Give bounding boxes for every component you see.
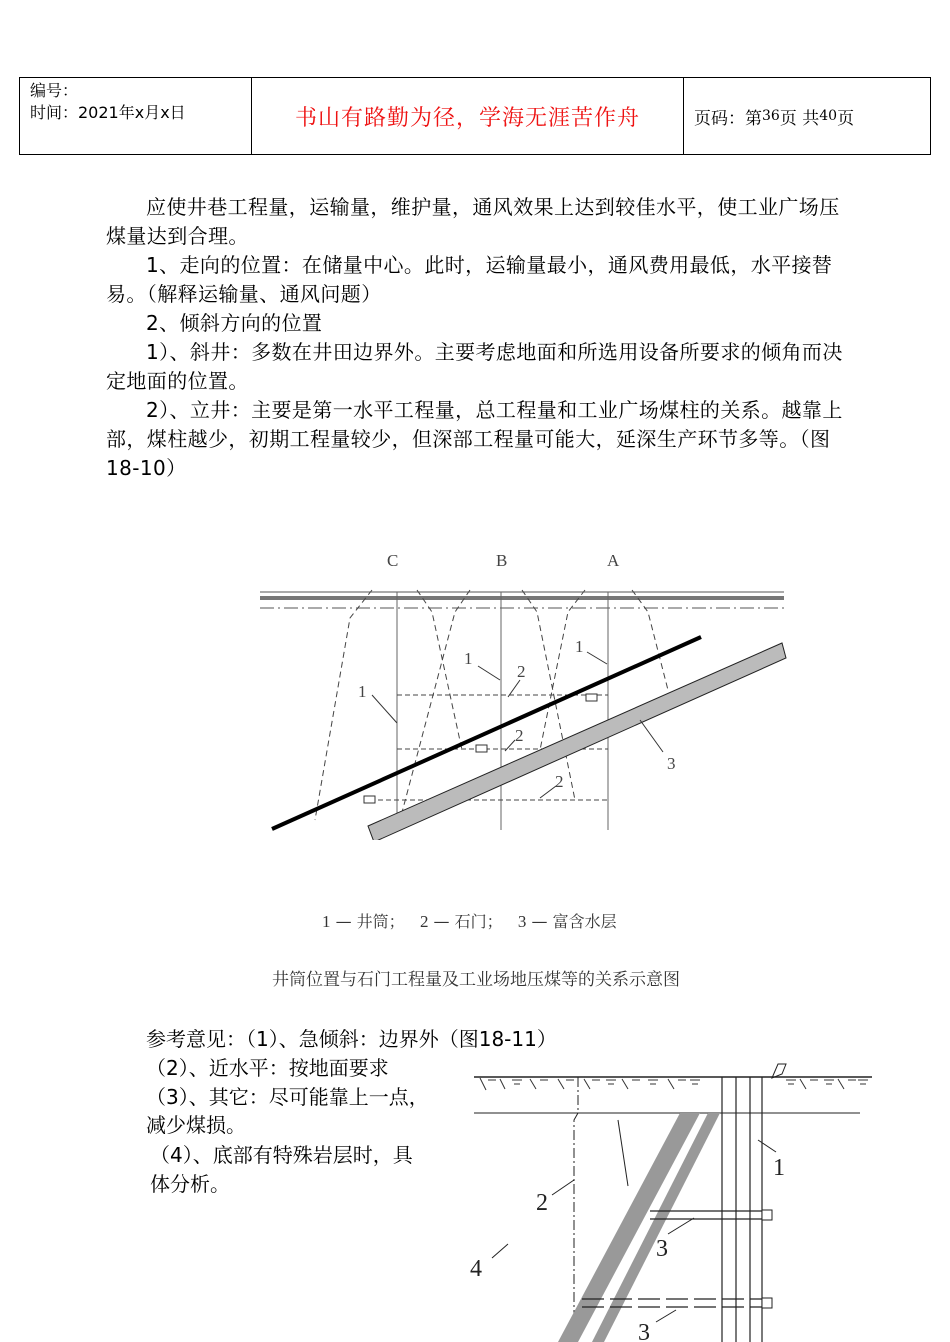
legend-shaft: — 井筒； bbox=[335, 912, 405, 931]
page-prefix: 页码：第 bbox=[694, 108, 762, 129]
reference-line-4: 减少煤损。 bbox=[146, 1113, 246, 1137]
steep-seam-diagram bbox=[460, 1052, 880, 1342]
leader-1 bbox=[758, 1140, 776, 1152]
paragraph-2 bbox=[106, 251, 846, 309]
shaft-position-diagram bbox=[250, 540, 795, 840]
aquifer-layer bbox=[368, 643, 786, 840]
label-shaft-a: 1 bbox=[575, 637, 584, 656]
paragraph-5-text: 2）、立井：主要是第一水平工程量，总工程量和工业广场煤柱的关系。越靠上部，煤柱越少，初期工程量较少，但深部工程量可能大，延深生产环节多等。（图18-10） bbox=[106, 398, 843, 480]
label-surrounding-rock: 4 bbox=[470, 1256, 482, 1282]
label-crosscut-1: 2 bbox=[517, 662, 526, 681]
pillar-line-c-left bbox=[315, 590, 372, 820]
header-motto: 书山有路勤为径，学海无涯苦作舟 bbox=[252, 78, 684, 154]
pillar-line-a-left bbox=[540, 590, 585, 750]
legend-crosscut: — 石门； bbox=[433, 912, 503, 931]
crosscut-marker-2 bbox=[476, 745, 487, 752]
label-crosscut-3: 2 bbox=[555, 772, 564, 791]
legend-num-3: 3 bbox=[517, 912, 527, 931]
leader-crosscut-3 bbox=[540, 786, 556, 798]
leader-4 bbox=[492, 1244, 508, 1258]
leader-crosscut-1 bbox=[508, 680, 520, 697]
label-crosscut-2: 3 bbox=[638, 1320, 650, 1342]
reference-line-1: 参考意见：（1）、急倾斜：边界外（图18-11） bbox=[146, 1027, 557, 1051]
reference-line-5: （4）、底部有特殊岩层时，具 bbox=[150, 1143, 413, 1167]
leader-3a bbox=[668, 1218, 694, 1234]
paragraph-4-text: 1）、斜井：多数在井田边界外。主要考虑地面和所选用设备所要求的倾角而决定地面的位置。 bbox=[106, 340, 843, 393]
label-aquifer: 3 bbox=[667, 754, 676, 773]
paragraph-4 bbox=[106, 338, 846, 396]
label-shaft-c: 1 bbox=[358, 682, 367, 701]
coal-seam-2 bbox=[592, 1113, 720, 1342]
page-suffix: 页 bbox=[837, 108, 855, 129]
crosscut-end-1 bbox=[762, 1210, 772, 1220]
figure-caption: 井筒位置与石门工程量及工业场地压煤等的关系示意图 bbox=[272, 970, 680, 990]
field-boundary bbox=[574, 1077, 578, 1342]
label-c: C bbox=[387, 551, 399, 570]
legend-aquifer: — 富含水层 bbox=[531, 912, 617, 931]
crosscut-end-2 bbox=[762, 1298, 772, 1308]
header-number: 编号： bbox=[30, 81, 79, 100]
label-a: A bbox=[607, 551, 620, 570]
leader-shaft-c bbox=[372, 695, 397, 723]
paragraph-1 bbox=[106, 193, 846, 251]
ground-hatching bbox=[480, 1078, 868, 1090]
label-boundary: 2 bbox=[536, 1190, 548, 1216]
leader-2 bbox=[552, 1180, 574, 1195]
header-meta bbox=[20, 78, 252, 154]
leader-seam bbox=[618, 1120, 628, 1186]
page-mid: 页 共 bbox=[779, 108, 820, 129]
paragraph-5 bbox=[106, 396, 846, 483]
label-crosscut-2: 2 bbox=[515, 726, 524, 745]
reference-line-2: （2）、近水平：按地面要求 bbox=[146, 1056, 389, 1080]
figure-legend bbox=[322, 909, 617, 932]
header-page-number bbox=[684, 78, 930, 154]
pillar-line-a-right bbox=[632, 590, 668, 690]
paragraph-3-text: 2、倾斜方向的位置 bbox=[146, 311, 323, 335]
reference-line-3: （3）、其它：尽可能靠上一点， bbox=[146, 1085, 429, 1109]
page-total: 40 bbox=[819, 108, 838, 124]
reference-line-6: 体分析。 bbox=[150, 1172, 230, 1196]
leader-3b bbox=[656, 1310, 676, 1322]
label-crosscut-1: 3 bbox=[656, 1236, 668, 1262]
paragraph-1-text: 应使井巷工程量，运输量，维护量，通风效果上达到较佳水平，使工业广场压煤量达到合理。 bbox=[106, 195, 840, 248]
crosscut-marker-3 bbox=[364, 796, 375, 803]
leader-shaft-b bbox=[478, 666, 500, 680]
page-header bbox=[19, 77, 931, 155]
label-b: B bbox=[496, 551, 508, 570]
headframe-icon bbox=[772, 1064, 786, 1078]
legend-num-1: 1 bbox=[322, 912, 331, 931]
paragraph-3 bbox=[106, 309, 846, 338]
leader-aquifer bbox=[640, 720, 663, 752]
label-shaft-b: 1 bbox=[464, 649, 473, 668]
leader-shaft-a bbox=[587, 652, 607, 664]
crosscut-marker-1 bbox=[586, 694, 597, 701]
legend-num-2: 2 bbox=[419, 912, 429, 931]
pillar-line-c-right bbox=[417, 590, 462, 750]
label-shaft: 1 bbox=[773, 1155, 785, 1181]
page-current: 36 bbox=[762, 108, 780, 124]
paragraph-2-text: 1、走向的位置：在储量中心。此时，运输量最小，通风费用最低，水平接替易。（解释运输量、通风问题） bbox=[106, 253, 833, 306]
header-time: 时间：2021年x月x日 bbox=[30, 103, 186, 122]
